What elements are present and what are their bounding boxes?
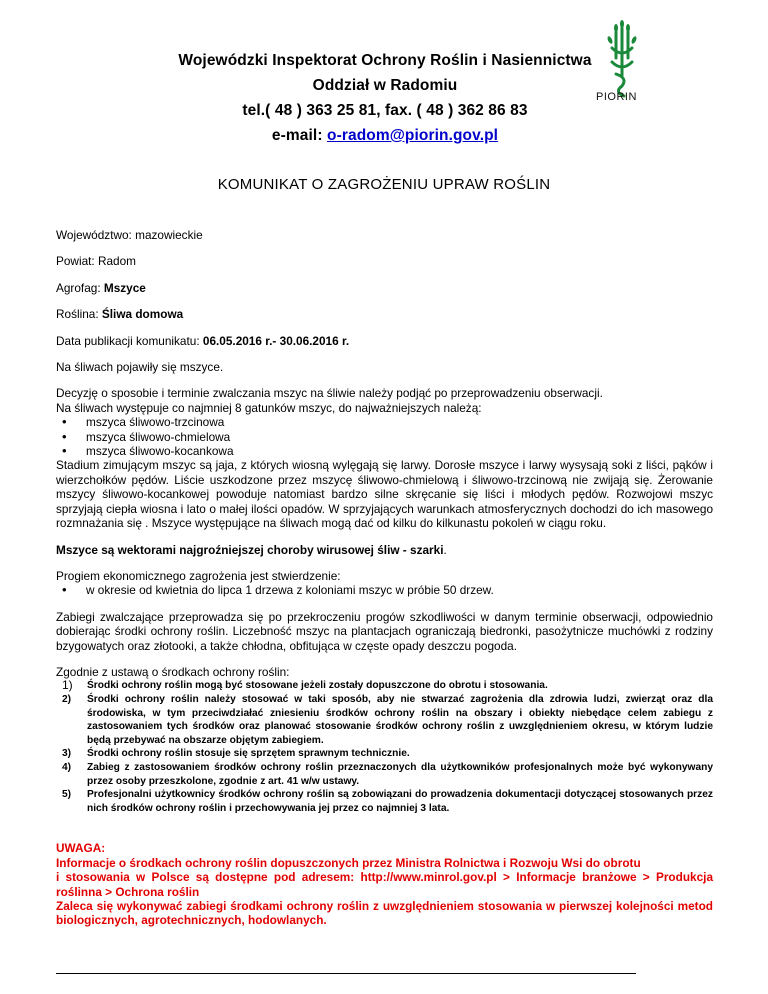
- date-line: [56, 334, 713, 348]
- voivodeship-label: Województwo:: [56, 228, 136, 242]
- document-title: KOMUNIKAT O ZAGROŻENIU UPRAW ROŚLIN: [217, 176, 551, 193]
- vectors-line: Mszyce są wektorami najgroźniejszej choroby wirusowej śliw - szarki.: [56, 542, 447, 557]
- date-label: Data publikacji komunikatu:: [56, 333, 203, 348]
- threshold-intro: Progiem ekonomicznego zagrożenia jest stwierdzenie:: [56, 568, 341, 583]
- agrophage-label: Agrofag:: [56, 280, 104, 295]
- warning-block: [56, 841, 713, 927]
- plant-line: [56, 307, 713, 321]
- email-label: e-mail:: [271, 127, 323, 144]
- intro-text: Na śliwach pojawiły się mszyce.: [56, 360, 224, 375]
- species-intro: Na śliwach występuje co najmniej 8 gatunków mszyc, do najważniejszych należą:: [56, 400, 482, 415]
- rule-text: Zabieg z zastosowaniem środków ochrony roślin przeznaczonych dla użytkowników profesjonalnych może być wykonywany przez osoby przeszkolone, zgodnie z art. 41 w/w ustawy.: [87, 761, 713, 787]
- list-item: [56, 761, 713, 788]
- org-name: Wojewódzki Inspektorat Ochrony Roślin i Nasiennictwa: [178, 52, 592, 69]
- rule-number: 5): [62, 789, 72, 801]
- list-item: • w okresie od kwietnia do lipca 1 drzewa z koloniami mszyc w próbie 50 drzew.: [56, 583, 713, 597]
- county-label: Powiat:: [56, 254, 98, 269]
- footer-divider: [56, 973, 636, 974]
- list-item: • mszyca śliwowo-kocankowa: [56, 444, 713, 458]
- agrophage-value: Mszyce: [103, 280, 146, 295]
- law-intro: Zgodnie z ustawą o środkach ochrony roślin:: [56, 664, 290, 679]
- treatment-text: Zabiegi zwalczające przeprowadza się po przekroczeniu progów szkodliwości w danym terminie obserwacji, odpowiednio dobierając środki ochrony roślin. Liczebność mszyc na plantacjach ograniczają biedronki, pasożytnicze muchówki z rodziny bzygowatych oraz złotooki, a także chłodna, obfitująca w częste opady deszczu pogoda.: [56, 609, 713, 653]
- threshold-list: [56, 583, 713, 597]
- county-value: Radom: [97, 254, 136, 269]
- list-item: [56, 747, 713, 761]
- rule-number: 3): [62, 748, 72, 760]
- description-text: Stadium zimującym mszyc są jaja, z których wiosną wylęgają się larwy. Dorosłe mszyce i larwy wysysają soki z liści, pąków i wierzchołków pędów. Liście uszkodzone przez mszycę śliwowo-chmielową i śliwowo-trzcinową nie zwijają się. Żerowanie mszycy śliwowo-kocankowej powoduje natomiast bardzo silne skręcanie się liści i młodych pędów. Rozwojowi mszyc sprzyjają ciepła wiosna i lato o małej ilości opadów. W sprzyjających warunkach atmosferycznych dochodzi do ich masowego rozmnażania się . Mszyce występujące na śliwach mogą dać od kilku do kilkunastu pokoleń w ciągu roku.: [56, 458, 713, 531]
- rule-text: Środki ochrony roślin należy stosować w taki sposób, aby nie stwarzać zagrożenia dla zdrowia ludzi, zwierząt oraz dla środowiska, w tym przeciwdziałać zniesieniu środków ochrony roślin na obszary i obiekty niebędące celem zabiegu z zastosowaniem tych środków oraz planować stosowanie środków ochrony roślin z uwzględnieniem okresu, w którym ludzie będą przebywać na obszarze objętym zabiegiem.: [87, 693, 713, 746]
- document-body: [56, 228, 713, 928]
- list-item: [56, 679, 713, 693]
- email-link[interactable]: o-radom@piorin.gov.pl: [327, 127, 499, 144]
- rule-text: Środki ochrony roślin mogą być stosowane jeżeli zostały dopuszczone do obrotu i stosowania.: [87, 680, 548, 692]
- plant-value: Śliwa domowa: [101, 307, 184, 322]
- date-value: 06.05.2016 r.- 30.06.2016 r.: [202, 333, 350, 348]
- phone-fax: tel.( 48 ) 363 25 81, fax. ( 48 ) 362 86 83: [242, 102, 528, 119]
- agrophage-line: [56, 281, 713, 295]
- warning-label: UWAGA:: [56, 841, 106, 856]
- rule-text: Profesjonalni użytkownicy środków ochrony roślin są zobowiązani do prowadzenia dokumentacji dotyczącej stosowanych przez nich środków ochrony roślin i przechowywania jej przez co najmniej 3 lata.: [87, 789, 713, 814]
- plant-label: Roślina:: [56, 307, 102, 322]
- rule-text: Środki ochrony roślin stosuje się sprzętem sprawnym technicznie.: [87, 748, 410, 760]
- vectors-text: Mszyce są wektorami najgroźniejszej choroby wirusowej śliw - szarki: [56, 542, 444, 557]
- email-line: [110, 123, 660, 148]
- rule-number: 2): [62, 693, 72, 705]
- voivodeship-value: mazowieckie: [135, 228, 203, 242]
- letterhead: [110, 48, 660, 148]
- list-item: [56, 693, 713, 747]
- branch-name: Oddział w Radomiu: [312, 77, 458, 94]
- list-item: • mszyca śliwowo-trzcinowa: [56, 415, 713, 429]
- rule-number: 4): [62, 761, 72, 773]
- county-line: [56, 254, 713, 268]
- warning-line-1: Informacje o środkach ochrony roślin dopuszczonych przez Ministra Rolnictwa i Rozwoju Wsi do obrotu: [56, 855, 641, 870]
- warning-line-2: i stosowania w Polsce są dostępne pod adresem: http://www.minrol.gov.pl > Informacje branżowe > Produkcja roślinna > Ochrona roślin: [56, 870, 713, 899]
- list-item: • mszyca śliwowo-chmielowa: [56, 430, 713, 444]
- species-list: [56, 415, 713, 458]
- list-item: [56, 788, 713, 815]
- voivodeship-line: [56, 228, 713, 242]
- warning-line-3: Zaleca się wykonywać zabiegi środkami ochrony roślin z uwzględnieniem stosowania w pierwszej kolejności metod biologicznych, agrotechnicznych, hodowlanych.: [56, 898, 713, 928]
- decision-text: Decyzję o sposobie i terminie zwalczania mszyc na śliwie należy podjąć po przeprowadzeniu obserwacji.: [56, 386, 603, 401]
- rule-number: 1): [62, 678, 73, 693]
- logo-text: PIORIN: [596, 91, 637, 103]
- rules-list: [56, 679, 713, 815]
